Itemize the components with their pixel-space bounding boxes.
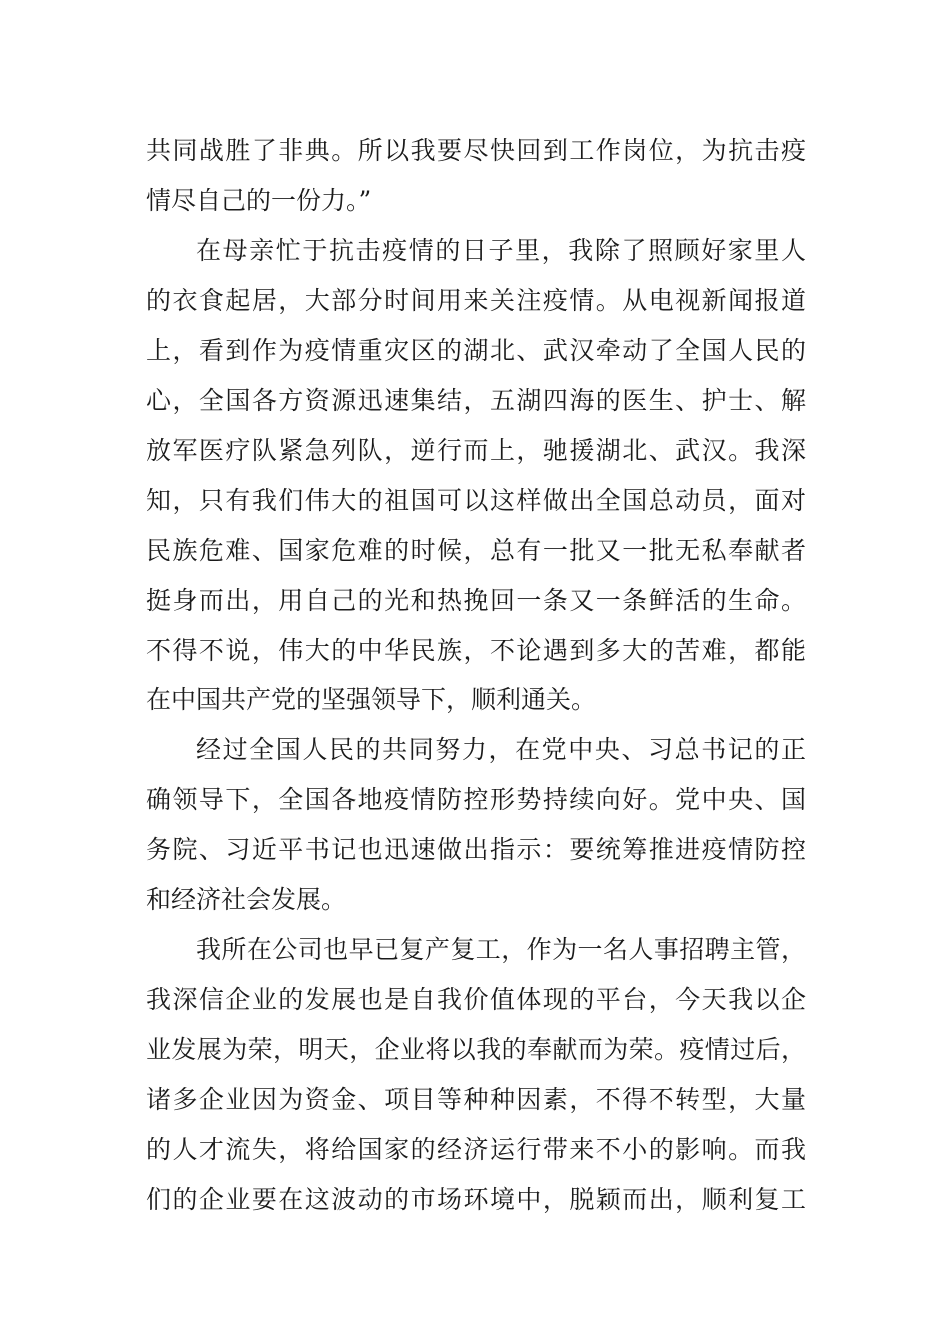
text-line: 和经济社会发展。 [146, 885, 347, 914]
text-line: 经过全国人民的共同努力，在党中央、习总书记的正 [196, 735, 806, 764]
text-line: 共同战胜了非典。所以我要尽快回到工作岗位，为抗击疫 [146, 136, 806, 165]
text-line: 心，全国各方资源迅速集结，五湖四海的医生、护士、解 [146, 386, 806, 415]
text-line: 们的企业要在这波动的市场环境中，脱颖而出，顺利复工 [146, 1185, 806, 1214]
text-line: 知，只有我们伟大的祖国可以这样做出全国总动员，面对 [146, 486, 806, 515]
text-line: 不得不说，伟大的中华民族，不论遇到多大的苦难，都能 [146, 636, 806, 665]
text-line: 我所在公司也早已复产复工，作为一名人事招聘主管， [196, 935, 806, 964]
text-line: 诸多企业因为资金、项目等种种因素，不得不转型，大量 [146, 1085, 806, 1114]
text-line: 我深信企业的发展也是自我价值体现的平台，今天我以企 [146, 985, 806, 1014]
text-line: 挺身而出，用自己的光和热挽回一条又一条鲜活的生命。 [146, 586, 806, 615]
text-line: 在母亲忙于抗击疫情的日子里，我除了照顾好家里人 [196, 236, 806, 265]
text-line: 放军医疗队紧急列队，逆行而上，驰援湖北、武汉。我深 [146, 436, 806, 465]
text-line: 民族危难、国家危难的时候，总有一批又一批无私奉献者 [146, 536, 806, 565]
text-line: 情尽自己的一份力。” [146, 186, 372, 215]
text-line: 确领导下，全国各地疫情防控形势持续向好。党中央、国 [146, 785, 806, 814]
text-line: 业发展为荣，明天，企业将以我的奉献而为荣。疫情过后， [146, 1035, 806, 1064]
text-line: 的人才流失，将给国家的经济运行带来不小的影响。而我 [146, 1135, 806, 1164]
text-line: 上，看到作为疫情重灾区的湖北、武汉牵动了全国人民的 [146, 336, 806, 365]
text-line: 在中国共产党的坚强领导下，顺利通关。 [146, 685, 597, 714]
text-line: 务院、习近平书记也迅速做出指示：要统筹推进疫情防控 [146, 835, 806, 864]
text-line: 的衣食起居，大部分时间用来关注疫情。从电视新闻报道 [146, 286, 806, 315]
